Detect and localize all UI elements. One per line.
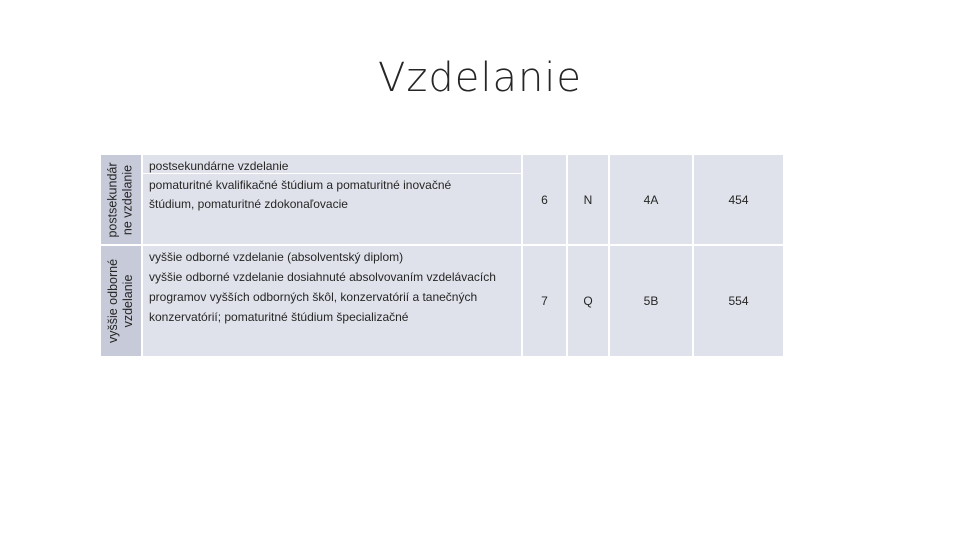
code-cell-letter: Q xyxy=(568,246,608,356)
code-cell-isced: 4A xyxy=(610,155,692,244)
code-cell-number: 554 xyxy=(694,246,783,356)
slide-title: Vzdelanie xyxy=(377,55,583,101)
code-cell-level: 6 xyxy=(523,155,566,244)
code-cell-isced: 5B xyxy=(610,246,692,356)
category-cell-postsecondary xyxy=(101,155,141,244)
code-cell-number: 454 xyxy=(694,155,783,244)
category-cell-higher-vocational xyxy=(101,246,141,356)
description-text: vyššie odborné vzdelanie (absolventský diplom) vyššie odborné vzdelanie dosiahnuté absolvovaním vzdelávacích programov vyšších odborných škôl, konzervatórií a tanečných konzervatórií; pomaturitné štúdium špecializačné xyxy=(149,250,496,324)
row-divider xyxy=(143,173,521,174)
category-label: vyššie odborné vzdelanie xyxy=(106,258,136,344)
description-cell xyxy=(143,155,521,244)
description-text: postsekundárne vzdelanie pomaturitné kvalifikačné štúdium a pomaturitné inovačné štúdium, pomaturitné zdokonaľovacie xyxy=(149,159,452,211)
category-label: postsekundár ne vzdelanie xyxy=(106,161,135,238)
code-cell-level: 7 xyxy=(523,246,566,356)
description-cell xyxy=(143,246,521,356)
code-cell-letter: N xyxy=(568,155,608,244)
